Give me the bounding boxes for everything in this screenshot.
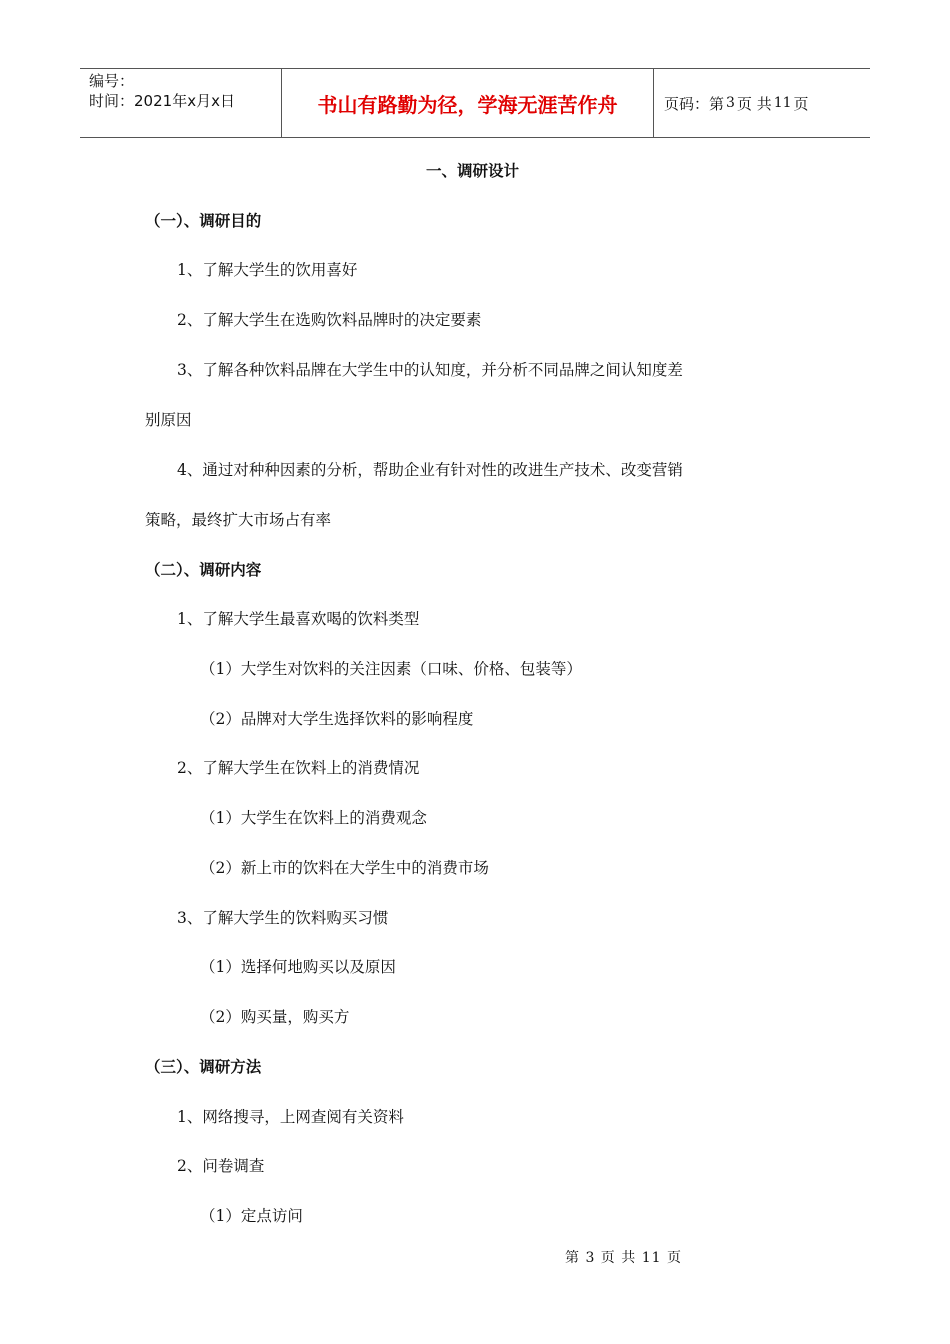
sub-list-item: （2）品牌对大学生选择饮料的影响程度	[200, 710, 474, 728]
sub-list-item: （1）大学生对饮料的关注因素（口味、价格、包装等）	[200, 660, 582, 678]
page-total: 11	[773, 95, 792, 111]
list-item: 4、通过对种种因素的分析，帮助企业有针对性的改进生产技术、改变营销	[177, 461, 683, 479]
list-item: 2、了解大学生在选购饮料品牌时的决定要素	[177, 311, 482, 329]
time-label: 时间：	[89, 92, 135, 110]
list-item: 1、网络搜寻，上网查阅有关资料	[177, 1108, 404, 1126]
list-item: 1、了解大学生的饮用喜好	[177, 261, 358, 279]
page-end: 页	[793, 94, 809, 113]
section-heading-content: （二）、调研内容	[145, 560, 262, 579]
list-item-continuation: 别原因	[145, 411, 192, 429]
page-footer: 第 3 页 共 11 页	[565, 1250, 682, 1266]
sub-list-item: （1）定点访问	[200, 1207, 303, 1225]
page-label: 页码：第	[664, 94, 725, 113]
list-item: 2、问卷调查	[177, 1157, 265, 1175]
list-item: 1、了解大学生最喜欢喝的饮料类型	[177, 610, 420, 628]
sub-list-item: （1）大学生在饮料上的消费观念	[200, 809, 427, 827]
list-item: 3、了解大学生的饮料购买习惯	[177, 909, 389, 927]
page-current: 3	[726, 95, 735, 111]
sub-list-item: （2）新上市的饮料在大学生中的消费市场	[200, 859, 489, 877]
page-indicator	[654, 69, 870, 137]
list-item-continuation: 策略，最终扩大市场占有率	[145, 511, 332, 529]
page-title: 一、调研设计	[426, 161, 520, 180]
header-meta	[80, 69, 282, 137]
page-middle: 页 共	[736, 94, 772, 113]
list-item: 3、了解各种饮料品牌在大学生中的认知度，并分析不同品牌之间认知度差	[177, 361, 683, 379]
time-value: 2021年x月x日	[134, 92, 235, 110]
document-header	[80, 68, 870, 138]
sub-list-item: （2）购买量，购买方	[200, 1008, 350, 1026]
motto: 书山有路勤为径，学海无涯苦作舟	[282, 69, 654, 137]
number-label: 编号：	[89, 72, 135, 90]
section-heading-method: （三）、调研方法	[145, 1057, 262, 1076]
section-heading-purpose: （一）、调研目的	[145, 211, 262, 230]
time-line	[89, 91, 281, 111]
list-item: 2、了解大学生在饮料上的消费情况	[177, 759, 420, 777]
sub-list-item: （1）选择何地购买以及原因	[200, 958, 396, 976]
